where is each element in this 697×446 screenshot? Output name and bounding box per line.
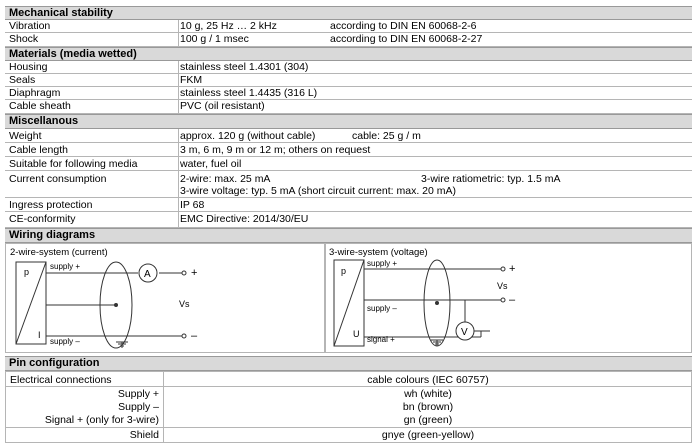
- row-cable-sheath: [5, 100, 692, 114]
- pin-header-value: cable colours (IEC 60757): [367, 374, 489, 386]
- row-media: [5, 157, 692, 171]
- label-vs: Vs: [497, 281, 508, 291]
- row-value: IP 68: [180, 199, 205, 211]
- section-header-pin: [5, 356, 692, 371]
- row-label: Shock: [9, 33, 39, 45]
- section-title: Materials (media wetted): [9, 48, 137, 60]
- pin-label-supply-minus: Supply –: [118, 401, 159, 413]
- row-value-cable-weight: cable: 25 g / m: [352, 130, 421, 142]
- section-title: Wiring diagrams: [9, 229, 96, 241]
- row-value: 3 m, 6 m, 9 m or 12 m; others on request: [180, 144, 371, 156]
- row-value: water, fuel oil: [180, 158, 242, 170]
- row-diaphragm: [5, 87, 692, 100]
- row-value: EMC Directive: 2014/30/EU: [180, 213, 309, 225]
- terminal-plus: +: [509, 263, 516, 275]
- pin-label-signal-plus: Signal + (only for 3-wire): [44, 414, 159, 426]
- pin-value-shield: gnye (green-yellow): [381, 429, 475, 441]
- sensor-diagonal: [334, 260, 364, 346]
- row-ce: [5, 212, 692, 228]
- section-title: Pin configuration: [9, 357, 100, 369]
- terminal-minus: –: [509, 294, 516, 306]
- row-label: Seals: [9, 74, 36, 86]
- terminal-minus: –: [191, 330, 198, 342]
- row-label: Diaphragm: [9, 87, 61, 99]
- pin-label-supply-plus: Supply +: [117, 388, 159, 400]
- pin-header-value-cell: [164, 374, 692, 386]
- section-title: Mechanical stability: [9, 7, 113, 19]
- pin-label-shield: Shield: [129, 429, 159, 441]
- row-vibration: [5, 20, 692, 33]
- section-header-wiring: [5, 228, 692, 243]
- row-value: approx. 120 g (without cable): [180, 130, 316, 142]
- pin-header-label: Electrical connections: [10, 374, 112, 386]
- label-p: p: [24, 267, 30, 277]
- pin-value-supply-minus: bn (brown): [402, 401, 454, 413]
- sensor-diagonal: [16, 262, 46, 344]
- row-value: 100 g / 1 msec: [180, 33, 249, 45]
- pin-values-cell: [164, 388, 692, 428]
- label-supply-plus: supply +: [50, 262, 81, 271]
- row-housing: [5, 61, 692, 74]
- label-u: U: [353, 329, 360, 339]
- pin-shield-value-cell: [164, 429, 692, 441]
- row-label: CE-conformity: [9, 213, 76, 225]
- row-value-3wire-voltage: 3-wire voltage: typ. 5 mA (short circuit current: max. 20 mA): [180, 185, 457, 197]
- label-supply-minus: supply –: [50, 337, 80, 346]
- wiring-schematic-2wire: [6, 244, 326, 354]
- wiring-diagram-3wire: [325, 243, 692, 353]
- row-ingress: [5, 198, 692, 212]
- pin-value-supply-plus: wh (white): [404, 388, 452, 400]
- diagram-title: 2-wire-system (current): [10, 247, 108, 258]
- row-cable-length: [5, 143, 692, 157]
- pin-shield-label-cell: [6, 429, 159, 441]
- diagram-title: 3-wire-system (voltage): [329, 247, 428, 258]
- row-value: FKM: [180, 74, 203, 86]
- row-label: Cable length: [9, 144, 68, 156]
- row-value: PVC (oil resistant): [180, 100, 265, 112]
- row-value: stainless steel 1.4435 (316 L): [180, 87, 318, 99]
- row-seals: [5, 74, 692, 87]
- row-label: Cable sheath: [9, 100, 71, 112]
- section-title: Miscellanous: [9, 115, 79, 127]
- row-label: Ingress protection: [9, 199, 93, 211]
- pin-table: [5, 371, 692, 443]
- row-value-2wire: 2-wire: max. 25 mA: [180, 173, 271, 185]
- row-value-standard: according to DIN EN 60068-2-27: [330, 33, 483, 45]
- row-value: 10 g, 25 Hz … 2 kHz: [180, 20, 277, 32]
- terminal-plus: +: [191, 267, 198, 279]
- label-supply-minus: supply –: [367, 304, 397, 313]
- section-header-misc: [5, 114, 692, 129]
- label-vs: Vs: [179, 299, 190, 309]
- row-shock: [5, 33, 692, 47]
- section-header-materials: [5, 47, 692, 61]
- row-current-consumption: [5, 171, 692, 198]
- label-signal-plus: signal +: [367, 335, 395, 344]
- label-i: I: [38, 330, 41, 340]
- row-label: Housing: [9, 61, 48, 73]
- row-label: Vibration: [9, 20, 51, 32]
- pin-labels-cell: [6, 388, 159, 428]
- ammeter-icon: A: [144, 269, 151, 280]
- wiring-diagram-2wire: [5, 243, 325, 353]
- row-weight: [5, 129, 692, 143]
- row-label: Suitable for following media: [9, 158, 138, 170]
- label-p: p: [341, 266, 347, 276]
- pin-value-signal-plus: gn (green): [403, 414, 453, 426]
- label-supply-plus: supply +: [367, 259, 398, 268]
- voltmeter-icon: V: [461, 327, 468, 338]
- row-label: Current consumption: [9, 173, 107, 185]
- wiring-schematic-3wire: [326, 244, 693, 354]
- row-value-standard: according to DIN EN 60068-2-6: [330, 20, 477, 32]
- section-header-mechanical: [5, 6, 692, 20]
- row-label: Weight: [9, 130, 42, 142]
- row-value: stainless steel 1.4301 (304): [180, 61, 309, 73]
- row-value-ratiometric: 3-wire ratiometric: typ. 1.5 mA: [421, 173, 561, 185]
